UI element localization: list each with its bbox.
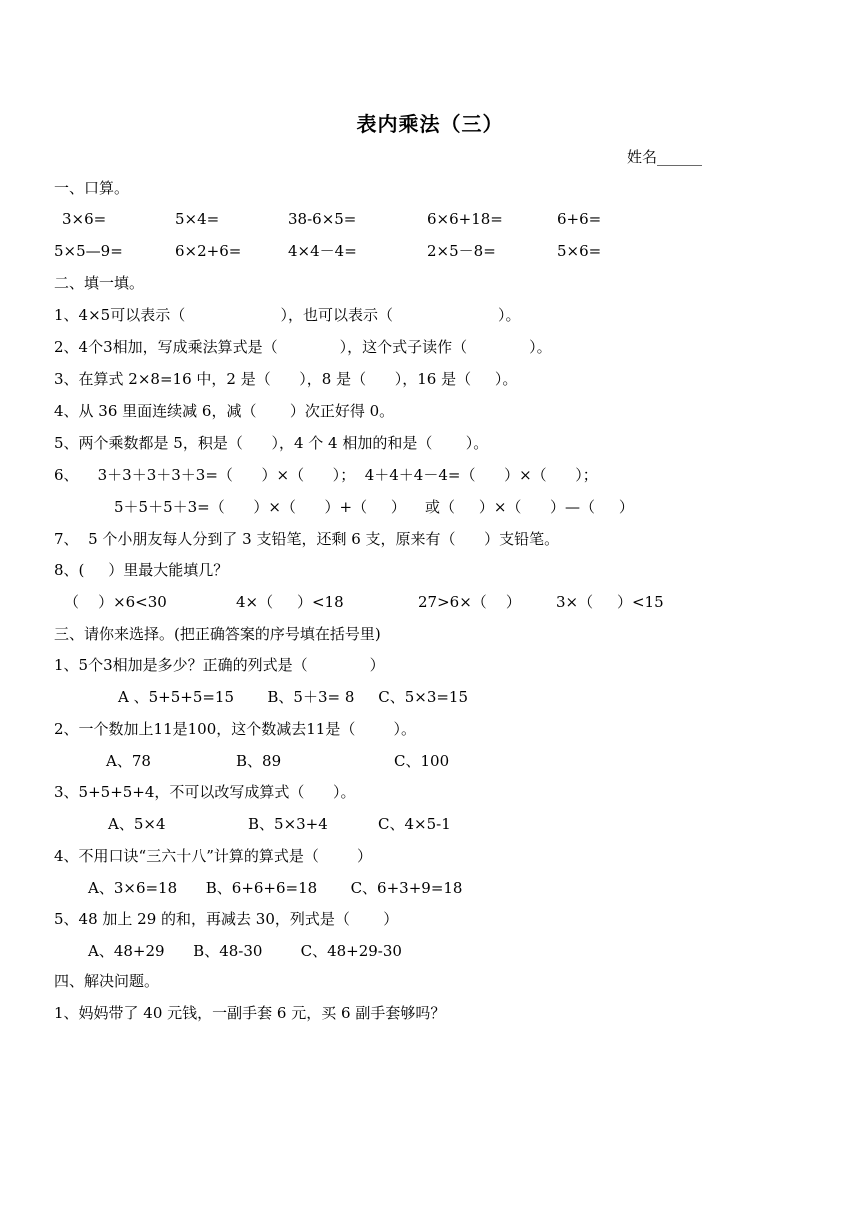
oral-calc-item: 6×2+6=	[175, 242, 242, 260]
inequality-item: 4×（ ）<18	[236, 593, 344, 611]
fill-question-6b: 5＋5＋5＋3=（ ）×（ ）+（ ） 或（ ）×（ ）—（ ）	[114, 498, 634, 516]
choice-option: A、5×4	[108, 815, 166, 833]
fill-question-5: 5、两个乘数都是 5，积是（ ），4 个 4 相加的和是（ ）。	[54, 434, 489, 452]
fill-question-2: 2、4个3相加，写成乘法算式是（ ），这个式子读作（ ）。	[54, 338, 552, 356]
choice-question-4: 4、不用口诀“三六十八”计算的算式是（ ）	[54, 847, 373, 865]
fill-question-8: 8、( ）里最大能填几？	[54, 561, 229, 579]
oral-calc-item: 2×5－8=	[427, 242, 496, 260]
oral-calc-item: 38-6×5=	[288, 210, 357, 228]
fill-question-3: 3、在算式 2×8=16 中，2 是（ ），8 是（ ），16 是（ ）。	[54, 370, 518, 388]
name-field-label: 姓名______	[627, 148, 703, 166]
choice-option: A、78	[106, 752, 151, 770]
choice-question-1: 1、5个3相加是多少？正确的列式是（ ）	[54, 656, 385, 674]
fill-question-6a: 6、 3＋3＋3＋3＋3=（ ）×（ ）； 4＋4＋4－4=（ ）×（ ）；	[54, 466, 598, 484]
oral-calc-item: 6+6=	[557, 210, 602, 228]
inequality-item: 3×（ ）<15	[556, 593, 664, 611]
section3-heading: 三、请你来选择。(把正确答案的序号填在括号里)	[54, 625, 381, 643]
choice-option: B、89	[236, 752, 282, 770]
choice-question-1-options: A 、5+5+5=15 B、5＋3= 8 C、5×3=15	[118, 688, 469, 706]
oral-calc-item: 4×4－4=	[288, 242, 357, 260]
choice-question-5: 5、48 加上 29 的和，再减去 30，列式是（ ）	[54, 910, 399, 928]
section2-heading: 二、填一填。	[54, 274, 145, 292]
section4-heading: 四、解决问题。	[54, 972, 160, 990]
choice-option: C、4×5-1	[378, 815, 451, 833]
page-title: 表内乘法（三）	[356, 112, 504, 136]
choice-question-3: 3、5+5+5+4，不可以改写成算式（ ）。	[54, 783, 356, 801]
inequality-item: （ ）×6<30	[64, 593, 167, 611]
choice-question-5-options: A、48+29 B、48-30 C、48+29-30	[88, 942, 402, 960]
inequality-item: 27>6×（ ）	[418, 593, 521, 611]
section1-heading: 一、口算。	[54, 179, 130, 197]
choice-option: B、5×3+4	[248, 815, 328, 833]
choice-question-4-options: A、3×6=18 B、6+6+6=18 C、6+3+9=18	[88, 879, 463, 897]
oral-calc-item: 5×5—9=	[54, 242, 123, 260]
fill-question-1: 1、4×5可以表示（ ），也可以表示（ ）。	[54, 306, 521, 324]
fill-question-7: 7、 5 个小朋友每人分到了 3 支铅笔，还剩 6 支，原来有（ ）支铅笔。	[54, 530, 560, 548]
oral-calc-item: 5×4=	[175, 210, 220, 228]
oral-calc-item: 6×6+18=	[427, 210, 503, 228]
choice-question-2: 2、一个数加上11是100，这个数减去11是（ ）。	[54, 720, 416, 738]
oral-calc-item: 5×6=	[557, 242, 602, 260]
word-problem-1: 1、妈妈带了 40 元钱，一副手套 6 元，买 6 副手套够吗？	[54, 1004, 446, 1022]
oral-calc-item: 3×6=	[62, 210, 107, 228]
fill-question-4: 4、从 36 里面连续减 6，减（ ）次正好得 0。	[54, 402, 395, 420]
choice-option: C、100	[394, 752, 450, 770]
